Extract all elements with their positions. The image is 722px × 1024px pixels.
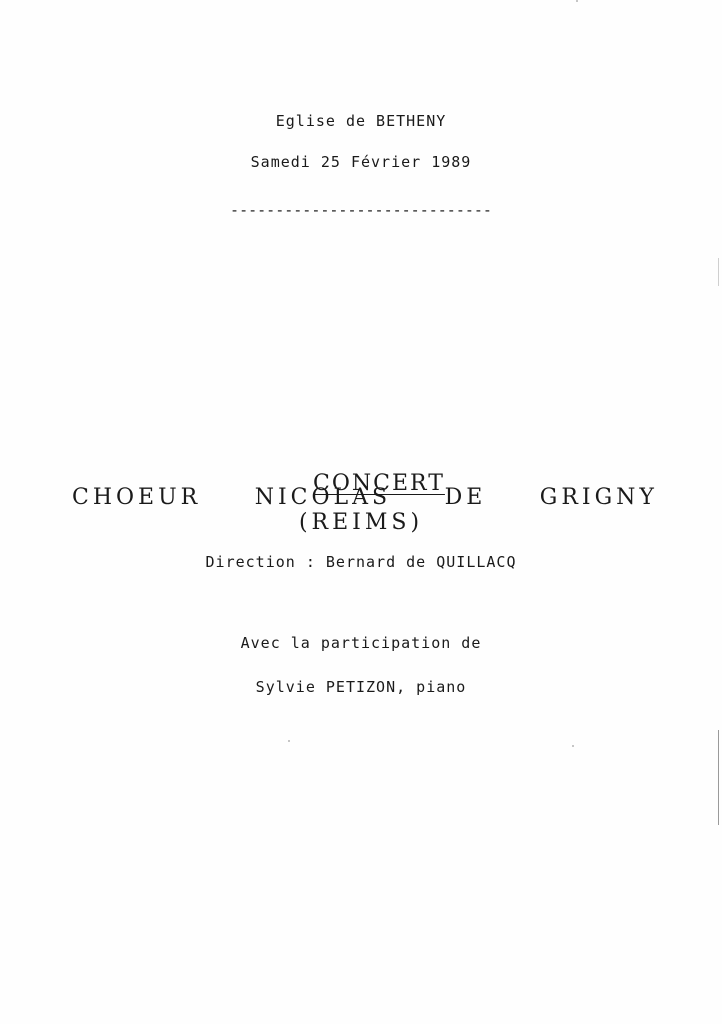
- choir-city: (REIMS): [298, 510, 424, 535]
- soloist-line: Sylvie PETIZON, piano: [255, 678, 467, 696]
- choir-word: DE: [444, 485, 487, 510]
- scan-edge-mark: [718, 258, 719, 286]
- choir-word: CHOEUR: [72, 485, 202, 510]
- choir-word: NICOLAS: [254, 485, 392, 510]
- participation-intro: Avec la participation de: [240, 634, 482, 652]
- direction-line: Direction : Bernard de QUILLACQ: [205, 553, 517, 571]
- date-line: Samedi 25 Février 1989: [250, 153, 472, 171]
- choir-name: [72, 485, 658, 510]
- scan-speck: [572, 745, 574, 747]
- separator-rule: -----------------------------: [230, 201, 492, 219]
- scan-speck: [288, 740, 290, 742]
- scan-edge-mark: [718, 730, 719, 825]
- choir-word: GRIGNY: [539, 485, 658, 510]
- venue-line: Eglise de BETHENY: [275, 112, 447, 130]
- scan-speck: [576, 0, 578, 2]
- concert-title-text: CONCERT: [313, 471, 445, 496]
